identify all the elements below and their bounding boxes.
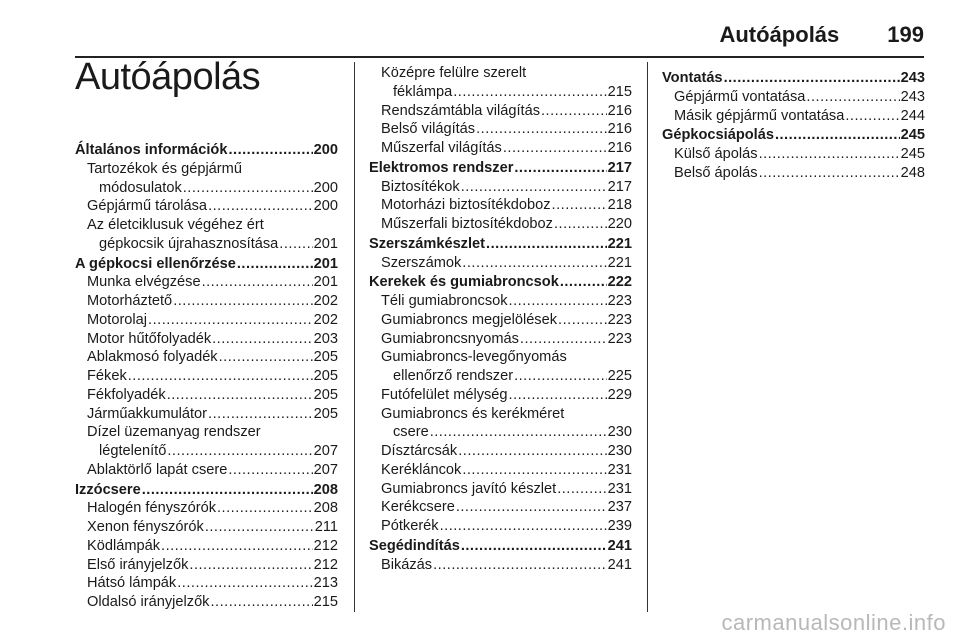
toc-page-number: 200	[313, 179, 338, 196]
toc-column-1	[75, 140, 338, 612]
toc-leader-dots	[205, 518, 314, 537]
toc-section-entry[interactable]	[369, 235, 632, 254]
toc-entry-label: Motorházi biztosítékdoboz	[381, 197, 551, 214]
toc-page-number: 200	[313, 142, 338, 158]
toc-entry[interactable]	[75, 556, 338, 575]
toc-section-entry[interactable]	[75, 141, 338, 160]
toc-page-number: 244	[900, 107, 925, 124]
toc-leader-dots	[514, 159, 606, 178]
toc-page-number: 205	[313, 405, 338, 422]
toc-leader-dots	[476, 120, 607, 139]
toc-leader-dots	[461, 537, 607, 556]
toc-entry-label: Szerszámkészlet	[369, 235, 486, 252]
toc-page-number: 217	[607, 178, 632, 195]
toc-entry[interactable]	[75, 386, 338, 405]
toc-entry[interactable]	[369, 139, 632, 158]
toc-entry[interactable]	[75, 273, 338, 292]
toc-entry-label: féklámpa	[393, 83, 453, 100]
toc-page-number: 221	[607, 235, 632, 252]
toc-entry-line: Középre felülre szerelt	[381, 65, 527, 81]
toc-entry[interactable]	[369, 102, 632, 121]
toc-entry[interactable]	[75, 518, 338, 537]
toc-entry-label: Bikázás	[381, 556, 433, 573]
toc-entry[interactable]	[369, 517, 632, 536]
toc-entry-label: Ködlámpák	[87, 537, 161, 554]
toc-page-number: 203	[313, 330, 338, 347]
toc-section-entry[interactable]	[369, 159, 632, 178]
toc-entry-label: Műszerfal világítás	[381, 140, 502, 156]
toc-entry-label: Gépjármű vontatása	[674, 88, 806, 105]
toc-page-number: 223	[607, 330, 632, 347]
toc-entry-label: Gumiabroncs javító készlet	[381, 480, 557, 497]
toc-leader-dots	[541, 102, 607, 121]
toc-leader-dots	[453, 83, 606, 102]
toc-page-number: 216	[607, 140, 632, 156]
toc-entry-label: Műszerfali biztosítékdoboz	[381, 216, 553, 232]
toc-page-number: 216	[607, 102, 632, 119]
toc-entry[interactable]	[369, 215, 632, 234]
toc-entry[interactable]	[369, 442, 632, 461]
toc-entry-label: Halogén fényszórók	[87, 500, 216, 517]
toc-page-number: 217	[607, 159, 632, 176]
toc-entry[interactable]	[75, 367, 338, 386]
toc-entry[interactable]	[369, 423, 632, 442]
toc-entry[interactable]	[75, 574, 338, 593]
toc-entry[interactable]	[75, 179, 338, 198]
toc-entry-line: Gumiabroncs és kerékméret	[381, 405, 565, 422]
toc-entry[interactable]	[75, 235, 338, 254]
column-divider-1	[354, 62, 355, 612]
toc-page-number: 218	[607, 197, 632, 214]
toc-entry-label: Futófelület mélység	[381, 386, 508, 403]
toc-leader-dots	[514, 367, 607, 386]
toc-leader-dots	[557, 480, 606, 499]
toc-page-number: 239	[607, 518, 632, 534]
toc-section-entry[interactable]	[75, 481, 338, 500]
toc-leader-dots	[462, 254, 606, 273]
toc-page-number: 215	[313, 594, 338, 610]
toc-entry-label: gépkocsik újrahasznosítása	[99, 235, 279, 252]
toc-entry-line: Tartozékok és gépjármű	[87, 160, 242, 177]
toc-entry-label: Munka elvégzése	[87, 274, 201, 291]
toc-entry-label: Motorolaj	[87, 311, 148, 328]
toc-page-number: 207	[313, 461, 338, 478]
toc-entry-label: Fékfolyadék	[87, 386, 166, 403]
toc-page-number: 220	[607, 216, 632, 232]
toc-entry-label: Fékek	[87, 368, 127, 384]
toc-leader-dots	[724, 69, 900, 88]
toc-page-number: 245	[900, 127, 925, 144]
toc-page-number: 201	[313, 274, 338, 291]
toc-entry[interactable]	[75, 197, 338, 216]
toc-entry-label: Dísztárcsák	[381, 443, 458, 459]
toc-leader-dots	[560, 273, 607, 292]
toc-entry-label: Belső ápolás	[674, 164, 758, 181]
toc-entry-label: Gépkocsiápolás	[662, 127, 774, 144]
toc-entry-line: Dízel üzemanyag rendszer	[87, 424, 261, 441]
toc-section-entry[interactable]	[369, 537, 632, 556]
toc-leader-dots	[458, 442, 606, 461]
toc-leader-dots	[128, 367, 313, 386]
toc-entry[interactable]	[75, 499, 338, 518]
toc-entry-label: Ablaktörlő lapát csere	[87, 461, 228, 478]
toc-entry-label: Rendszámtábla világítás	[381, 102, 540, 119]
toc-entry[interactable]	[369, 83, 632, 102]
toc-entry-label: Kerékcsere	[381, 499, 455, 516]
toc-page-number: 201	[313, 235, 338, 252]
page-header	[719, 22, 924, 48]
toc-page-number: 241	[607, 537, 632, 554]
toc-page-number: 245	[900, 146, 925, 162]
toc-entry-label: Segédindítás	[369, 537, 460, 554]
toc-leader-dots	[775, 126, 900, 145]
toc-page-number: 222	[607, 274, 632, 291]
toc-page-number: 205	[313, 349, 338, 366]
toc-leader-dots	[183, 179, 313, 198]
toc-leader-dots	[237, 255, 313, 274]
toc-leader-dots	[806, 88, 899, 107]
toc-entry-label: A gépkocsi ellenőrzése	[75, 255, 236, 272]
toc-entry-label: ellenőrző rendszer	[393, 368, 514, 384]
toc-entry-label: Kerékláncok	[381, 461, 462, 478]
toc-entry[interactable]	[75, 442, 338, 461]
toc-leader-dots	[173, 292, 312, 311]
toc-entry-label: Hátsó lámpák	[87, 575, 177, 592]
toc-leader-dots	[456, 498, 607, 517]
toc-entry-label: Belső világítás	[381, 121, 476, 138]
toc-page-number: 248	[900, 164, 925, 181]
toc-page-number: 225	[607, 368, 632, 384]
toc-leader-dots	[142, 481, 313, 500]
toc-page-number: 237	[607, 499, 632, 516]
toc-leader-dots	[440, 517, 607, 536]
toc-entry-label: Gumiabroncsnyomás	[381, 330, 519, 347]
toc-page-number: 200	[313, 198, 338, 215]
toc-entry-label: Vontatás	[662, 70, 723, 86]
toc-entry-label: csere	[393, 424, 429, 441]
toc-entry-label: Gépjármű tárolása	[87, 198, 208, 215]
toc-section-entry[interactable]	[662, 126, 925, 145]
toc-entry[interactable]	[75, 348, 338, 367]
toc-entry-label: Xenon fényszórók	[87, 519, 204, 535]
toc-entry-label: Pótkerék	[381, 518, 439, 534]
toc-leader-dots	[208, 405, 313, 424]
toc-leader-dots	[461, 178, 607, 197]
header-page-number: 199	[887, 22, 924, 47]
header-section-title: Autóápolás	[719, 22, 840, 47]
toc-page-number: 208	[313, 481, 338, 498]
toc-entry[interactable]	[369, 178, 632, 197]
toc-page-number: 207	[313, 443, 338, 459]
toc-entry[interactable]	[369, 498, 632, 517]
toc-page-number: 230	[607, 424, 632, 441]
toc-entry[interactable]	[662, 88, 925, 107]
toc-entry-label: légtelenítő	[99, 443, 167, 459]
toc-page-number: 205	[313, 368, 338, 384]
toc-column-3	[662, 68, 925, 183]
toc-entry-label: Első irányjelzők	[87, 556, 189, 573]
toc-page-number: 201	[313, 255, 338, 272]
toc-page-number: 243	[900, 70, 925, 86]
toc-leader-dots	[558, 311, 607, 330]
toc-entry-label: Másik gépjármű vontatása	[674, 107, 845, 124]
toc-leader-dots	[759, 164, 900, 183]
toc-entry-label: Járműakkumulátor	[87, 405, 208, 422]
toc-entry[interactable]	[369, 480, 632, 499]
toc-entry[interactable]	[75, 461, 338, 480]
toc-leader-dots	[219, 348, 313, 367]
toc-entry[interactable]	[369, 254, 632, 273]
toc-entry-label: Gumiabroncs megjelölések	[381, 311, 558, 328]
column-divider-2	[647, 62, 648, 612]
toc-entry-label: Elektromos rendszer	[369, 159, 514, 176]
toc-page-number: 212	[313, 556, 338, 573]
toc-page-number: 221	[607, 254, 632, 271]
toc-page-number: 243	[900, 88, 925, 105]
toc-leader-dots	[217, 499, 313, 518]
toc-entry[interactable]	[369, 196, 632, 215]
toc-entry[interactable]	[75, 330, 338, 349]
toc-entry-label: Biztosítékok	[381, 178, 460, 195]
toc-leader-dots	[503, 139, 607, 158]
toc-leader-dots	[433, 556, 607, 575]
toc-page-number: 230	[607, 443, 632, 459]
toc-leader-dots	[148, 311, 313, 330]
toc-entry[interactable]	[369, 292, 632, 311]
toc-entry-label: Általános információk	[75, 142, 228, 158]
toc-entry[interactable]	[369, 461, 632, 480]
toc-leader-dots	[202, 273, 313, 292]
toc-entry[interactable]	[75, 593, 338, 612]
toc-entry-line: Gumiabroncs-levegőnyomás	[381, 349, 567, 366]
toc-entry-label: Külső ápolás	[674, 146, 758, 162]
toc-column-2	[369, 64, 632, 574]
toc-entry[interactable]	[369, 330, 632, 349]
toc-entry[interactable]	[369, 386, 632, 405]
toc-leader-dots	[279, 235, 312, 254]
toc-entry[interactable]	[662, 107, 925, 126]
toc-section-entry[interactable]	[369, 273, 632, 292]
toc-leader-dots	[208, 197, 313, 216]
toc-page-number: 231	[607, 461, 632, 478]
toc-leader-dots	[509, 386, 607, 405]
toc-entry-label: Oldalsó irányjelzők	[87, 594, 210, 610]
toc-leader-dots	[486, 235, 607, 254]
toc-entry[interactable]	[369, 120, 632, 139]
toc-page-number: 202	[313, 311, 338, 328]
toc-page-number: 202	[313, 293, 338, 309]
toc-entry-label: Izzócsere	[75, 481, 141, 498]
toc-entry-label: Ablakmosó folyadék	[87, 349, 218, 366]
toc-page-number: 212	[313, 537, 338, 554]
toc-page-number: 223	[607, 311, 632, 328]
toc-page-number: 215	[607, 83, 632, 100]
toc-leader-dots	[210, 593, 312, 612]
toc-leader-dots	[509, 292, 607, 311]
toc-entry-label: Motorháztető	[87, 293, 173, 309]
toc-page-number: 229	[607, 386, 632, 403]
toc-page-number: 223	[607, 293, 632, 309]
toc-leader-dots	[228, 141, 312, 160]
toc-entry[interactable]	[369, 556, 632, 575]
toc-entry-label: módosulatok	[99, 179, 182, 196]
toc-leader-dots	[167, 442, 312, 461]
toc-leader-dots	[161, 537, 313, 556]
toc-entry[interactable]	[369, 311, 632, 330]
toc-entry-label: Szerszámok	[381, 254, 462, 271]
toc-leader-dots	[759, 145, 900, 164]
toc-leader-dots	[177, 574, 312, 593]
toc-section-entry[interactable]	[75, 255, 338, 274]
toc-entry-line: Az életciklusuk végéhez ért	[87, 217, 264, 233]
toc-leader-dots	[845, 107, 899, 126]
toc-page-number: 211	[314, 519, 338, 535]
toc-entry[interactable]	[75, 537, 338, 556]
toc-leader-dots	[430, 423, 607, 442]
toc-page-number: 231	[607, 480, 632, 497]
toc-leader-dots	[228, 461, 312, 480]
toc-page-number: 241	[607, 556, 632, 573]
toc-leader-dots	[212, 330, 313, 349]
watermark: carmanualsonline.info	[721, 610, 946, 635]
toc-section-entry[interactable]	[662, 69, 925, 88]
toc-page-number: 208	[313, 500, 338, 517]
toc-leader-dots	[462, 461, 606, 480]
toc-leader-dots	[520, 330, 607, 349]
toc-page-number: 205	[313, 386, 338, 403]
toc-entry[interactable]	[75, 311, 338, 330]
toc-leader-dots	[552, 196, 607, 215]
toc-entry[interactable]	[75, 292, 338, 311]
toc-page-number: 213	[313, 575, 338, 592]
toc-entry[interactable]	[662, 164, 925, 183]
toc-leader-dots	[554, 215, 607, 234]
toc-entry-label: Motor hűtőfolyadék	[87, 330, 212, 347]
toc-page-number: 216	[607, 121, 632, 138]
toc-entry-label: Kerekek és gumiabroncsok	[369, 274, 559, 291]
toc-entry[interactable]	[75, 405, 338, 424]
toc-entry[interactable]	[662, 145, 925, 164]
toc-leader-dots	[189, 556, 312, 575]
toc-leader-dots	[167, 386, 313, 405]
page-title: Autóápolás	[75, 56, 261, 98]
toc-entry[interactable]	[369, 367, 632, 386]
toc-entry-label: Téli gumiabroncsok	[381, 293, 508, 309]
